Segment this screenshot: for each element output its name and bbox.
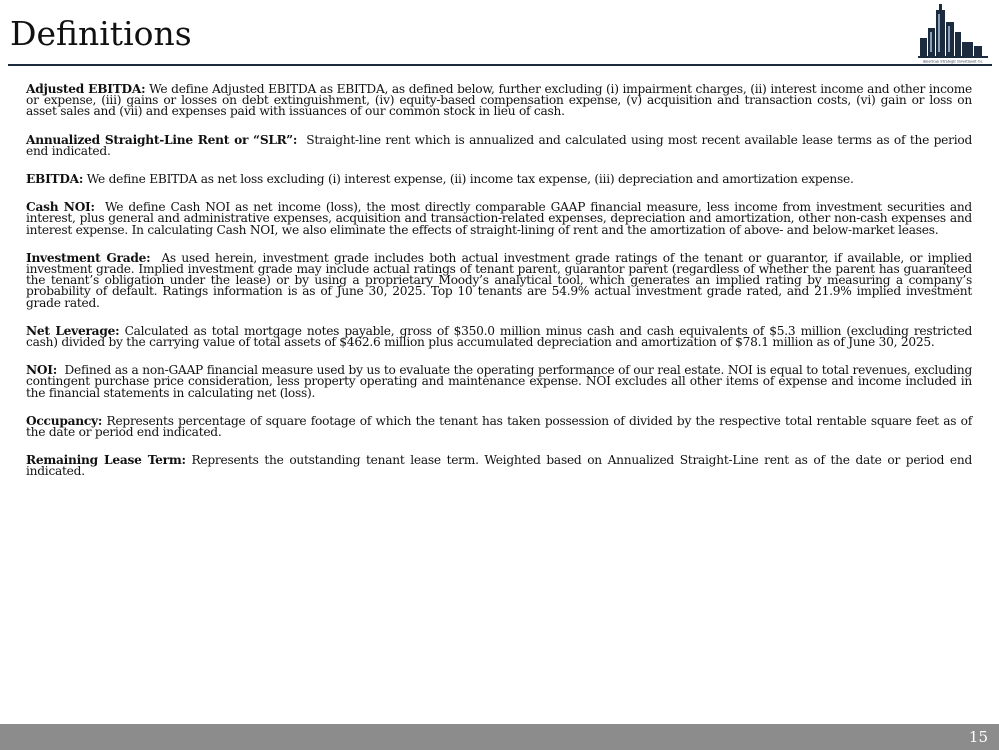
definition-term: Annualized Straight-Line Rent or “SLR”: <box>26 132 298 147</box>
definition-occupancy <box>26 413 972 440</box>
page-title: Definitions <box>10 14 192 53</box>
definition-text: We define EBITDA as net loss excluding (i) interest expense, (ii) income tax expense, (iii) depreciation and amortization expense. <box>86 172 854 187</box>
page-number: 15 <box>968 728 988 746</box>
definition-investment-grade <box>26 250 972 310</box>
footer-bar <box>0 724 999 750</box>
definition-noi <box>26 365 972 399</box>
definition-term: Adjusted EBITDA: <box>26 82 146 96</box>
definition-term: Investment Grade: <box>26 250 151 265</box>
definitions-list <box>26 84 972 495</box>
definition-remaining-lease-term <box>26 455 972 477</box>
definition-term: EBITDA: <box>26 172 84 187</box>
definition-net-leverage <box>26 323 972 350</box>
definition-text: Calculated as total mortgage notes payable, gross of $350.0 million minus cash and cash equivalents of $5.3 million (excluding restricted cash) divided by the carrying value of total assets of $462.6 million plus accumulated depreciation and amortization of $78.1 million as of June 30, 2025. <box>26 323 972 350</box>
definition-slr <box>26 132 972 158</box>
definition-text: Defined as a non-GAAP financial measure used by us to evaluate the operating performance of our real estate. NOI is equal to total revenues, excluding contingent purchase price consideration, less property operating and maintenance expense. NOI excludes all other items of expense and income included in the financial statements in calculating net (loss). <box>26 363 973 400</box>
company-logo <box>916 2 991 64</box>
definition-term: Cash NOI: <box>26 200 95 215</box>
definition-term: NOI: <box>26 363 57 378</box>
definition-ebitda <box>26 174 972 185</box>
title-divider <box>8 64 992 66</box>
definition-adjusted-ebitda <box>26 84 972 118</box>
definition-text: Represents the outstanding tenant lease term. Weighted based on Annualized Straight-Line rent as of the date or period end indicated. <box>26 453 972 479</box>
definition-term: Net Leverage: <box>26 323 120 338</box>
definition-cash-noi <box>26 202 972 236</box>
definition-text: We define Adjusted EBITDA as EBITDA, as defined below, further excluding (i) impairment charges, (ii) interest income and other income or expense, (iii) gains or losses on debt extinguishment, (iv) equity-based compensation expense, (v) acquisition and transaction costs, (vi) gain or loss on asset sales and (vii) and expenses paid with issuances of our common stock in lieu of cash. <box>26 82 972 119</box>
definition-text: As used herein, investment grade includes both actual investment grade ratings of the tenant or guarantor, if available, or implied investment grade. Implied investment grade may include actual ratings of tenant parent, guarantor parent (regardless of whether the parent has guaranteed the tenant’s obligation under the lease) or by using a proprietary Moody’s analytical tool, which generates an implied rating by measuring a company’s probability of default. Ratings information is as of June 30, 2025. Top 10 tenants are 54.9% actual investment grade rated, and 21.9% implied investment grade rated. <box>26 250 972 310</box>
definition-text: Represents percentage of square footage of which the tenant has taken possession of divided by the respective total rentable square feet as of the date or period end indicated. <box>26 413 972 440</box>
definition-term: Remaining Lease Term: <box>26 453 186 468</box>
definition-text: Straight-line rent which is annualized and calculated using most recent available lease terms as of the period end indicated. <box>26 132 972 158</box>
definition-text: We define Cash NOI as net income (loss), the most directly comparable GAAP financial measure, less income from investment securities and interest, plus general and administrative expenses, acquisition and transaction-related expenses, depreciation and amortization, other non-cash expenses and interest expense. In calculating Cash NOI, we also eliminate the effects of straight-lining of rent and the amortization of above- and below-market leases. <box>26 200 972 237</box>
logo-caption: American Strategic Investment Co. <box>922 59 984 64</box>
definition-term: Occupancy: <box>26 413 103 428</box>
